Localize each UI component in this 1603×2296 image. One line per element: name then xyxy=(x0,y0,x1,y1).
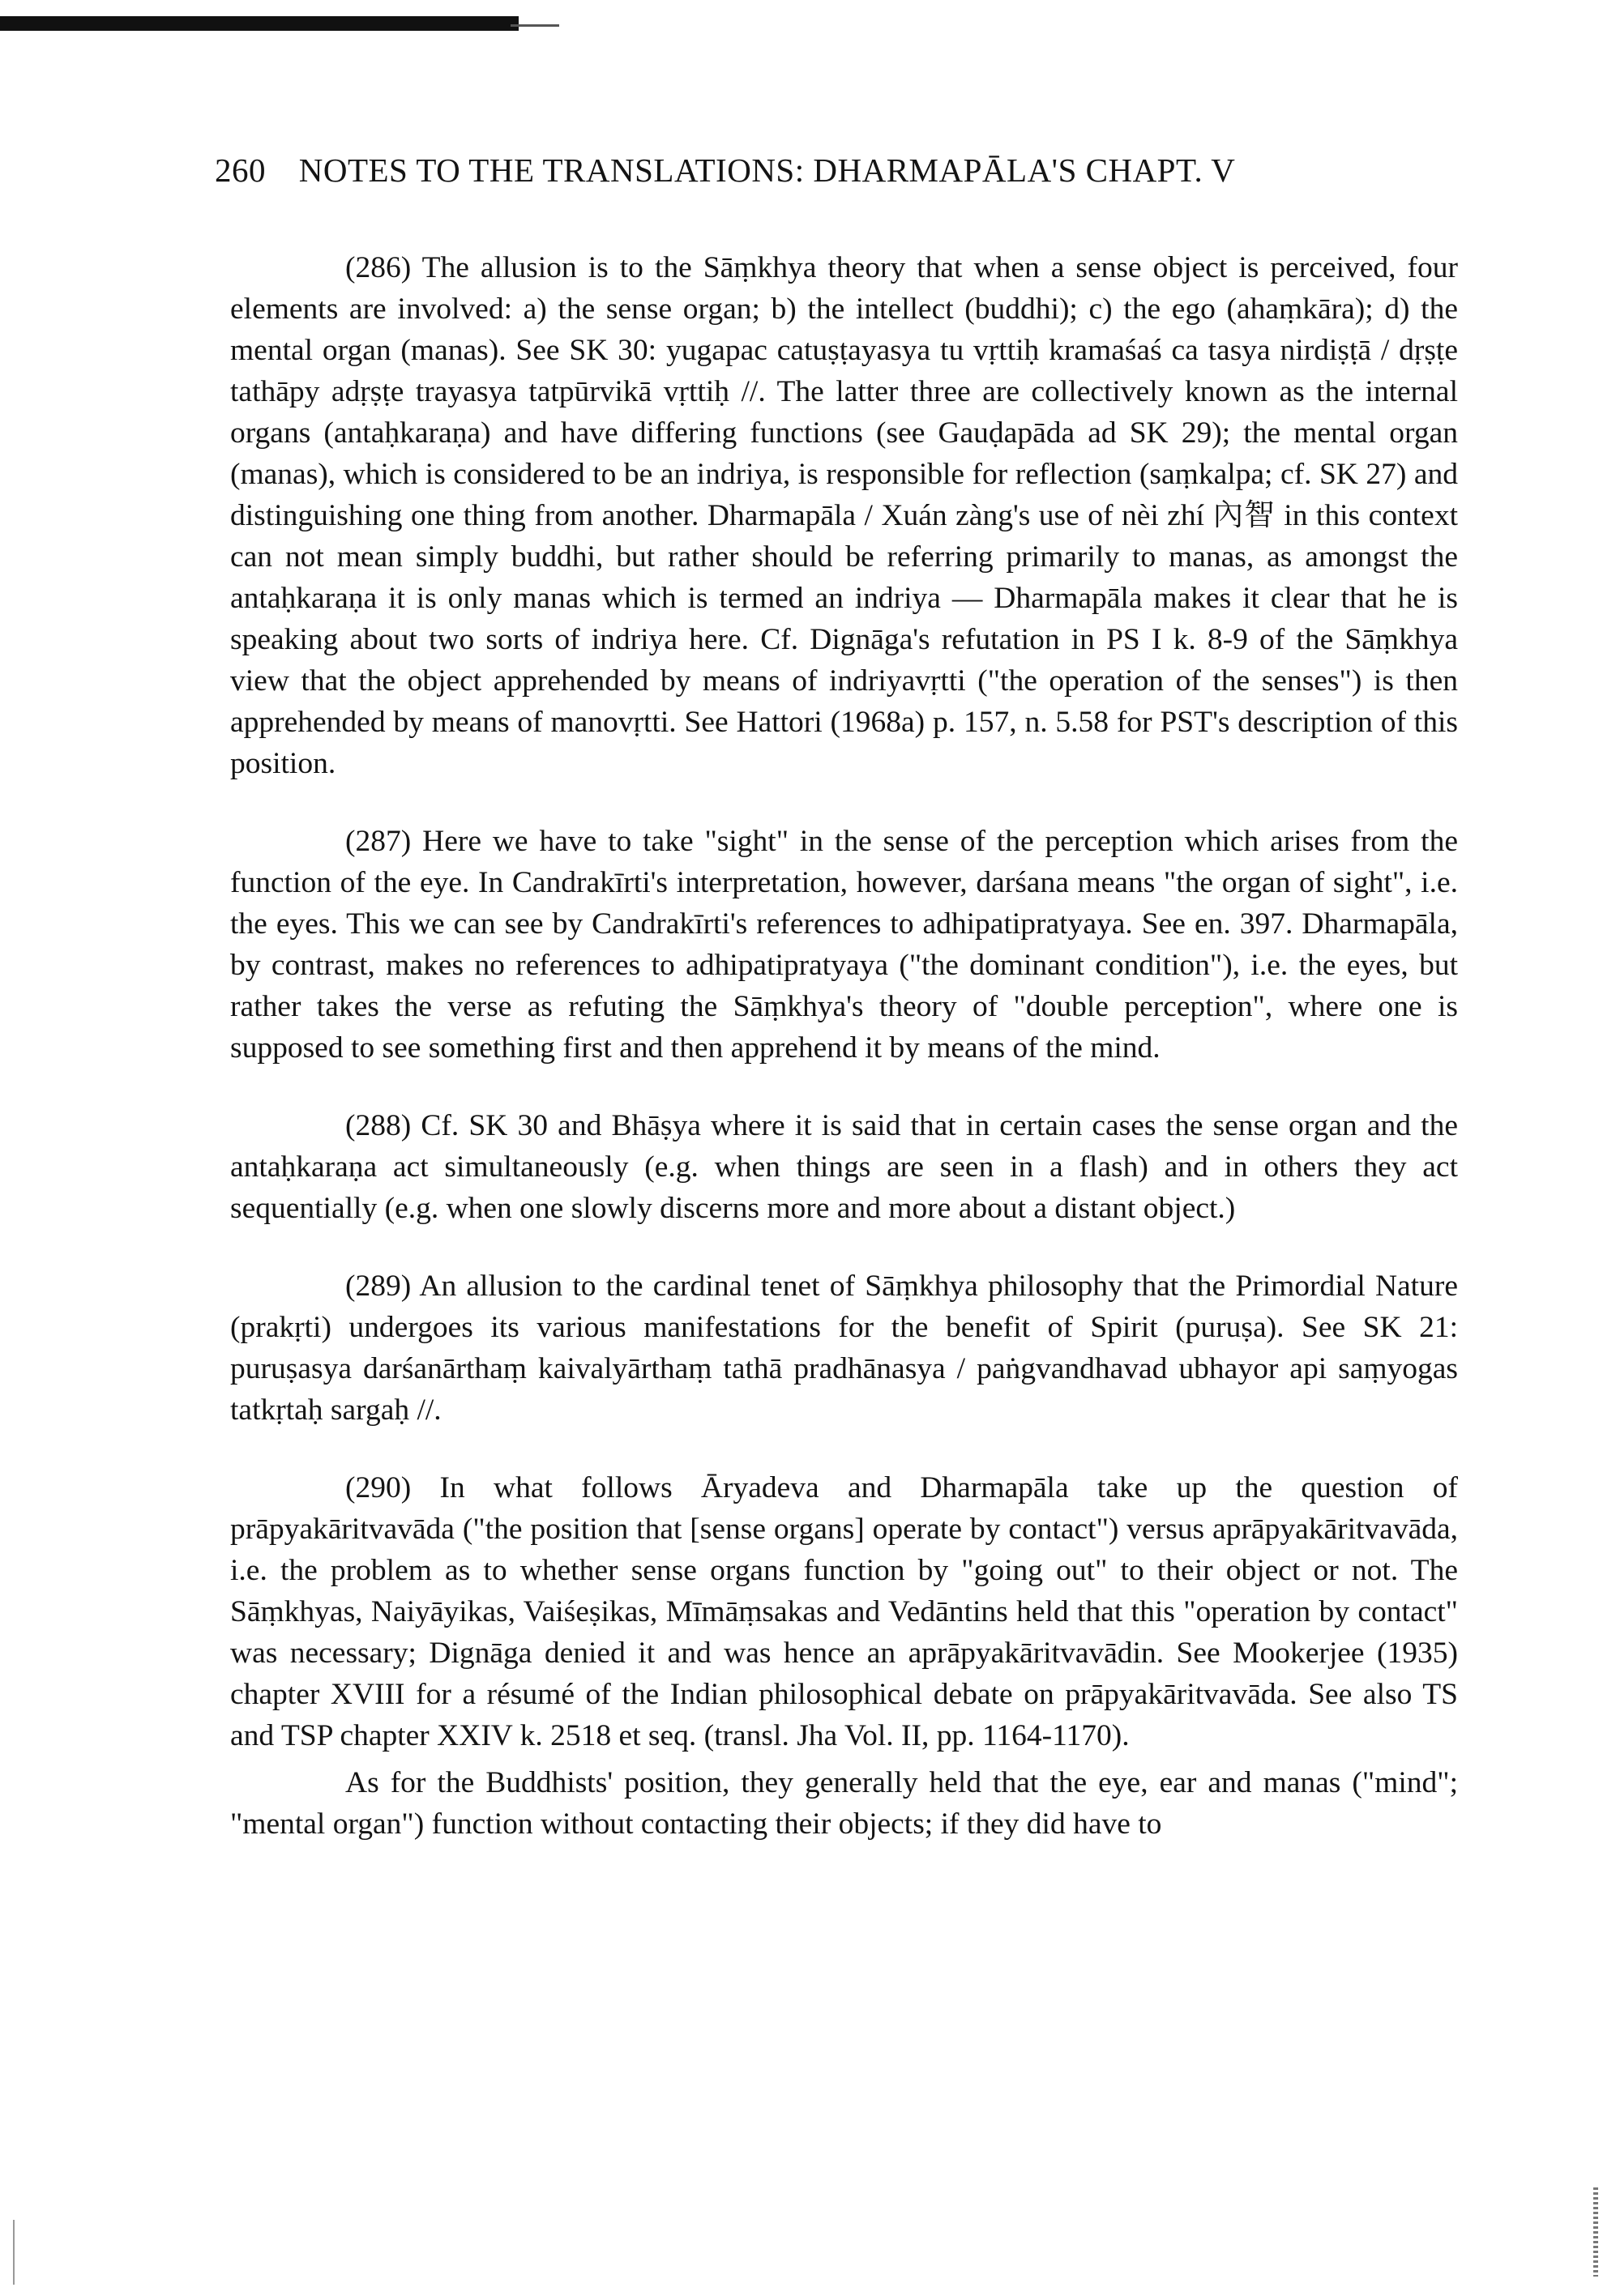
note-287 xyxy=(230,821,1458,1069)
note-286 xyxy=(230,247,1458,784)
note-289 xyxy=(230,1265,1458,1431)
note-number: (286) xyxy=(345,251,412,284)
note-number: (289) xyxy=(345,1270,412,1303)
scan-edge-mark xyxy=(0,16,519,31)
note-number: (288) xyxy=(345,1109,412,1142)
note-290-continuation: As for the Buddhists' position, they generally held that the eye, ear and manas ("mind"; "mental organ") function without contacting their objects; if they did have to xyxy=(230,1766,1458,1841)
note-288 xyxy=(230,1105,1458,1229)
note-290 xyxy=(230,1467,1458,1756)
running-header xyxy=(215,151,1235,190)
note-text: Cf. SK 30 and Bhāṣya where it is said that in certain cases the sense organ and the antaḥkaraṇa act simultaneously (e.g. when things are seen in a flash) and in others they act sequentially (e.g. when one slowly discerns more and more about a distant object.) xyxy=(230,1109,1458,1225)
note-text: In what follows Āryadeva and Dharmapāla take up the question of prāpyakāritvavāda ("the position that [sense organs] operate by contact") versus aprāpyakāritvavāda, i.e. the problem as to whether sense organs function by "going out" to their object or not. The Sāṃkhyas, Naiyāyikas, Vaiśeṣikas, Mīmāṃsakas and Vedāntins held that this "operation by contact" was necessary; Dignāga denied it and was hence an aprāpyakāritvavādin. See Mookerjee (1935) chapter XVIII for a résumé of the Indian philosophical debate on prāpyakāritvavāda. See also TS and TSP chapter XXIV k. 2518 et seq. (transl. Jha Vol. II, pp. 1164-1170). xyxy=(230,1471,1458,1752)
note-number: (287) xyxy=(345,825,412,858)
note-text: The allusion is to the Sāṃkhya theory that when a sense object is perceived, four elements are involved: a) the sense organ; b) the intellect (buddhi); c) the ego (ahaṃkāra); d) the mental organ (manas). See SK 30: yugapac catuṣṭayasya tu vṛttiḥ kramaśaś ca tasya nirdiṣṭā / dṛṣṭe tathāpy adṛṣṭe trayasya tatpūrvikā vṛttiḥ //. The latter three are collectively known as the internal organs (antaḥkaraṇa) and have differing functions (see Gauḍapāda ad SK 29); the mental organ (manas), which is considered to be an indriya, is responsible for reflection (saṃkalpa; cf. SK 27) and distinguishing one thing from another. Dharmapāla / Xuán zàng's use of nèi zhí 內智 in this context can not mean simply buddhi, but rather should be referring primarily to manas, as amongst the antaḥkaraṇa it is only manas which is termed an indriya — Dharmapāla makes it clear that he is speaking about two sorts of indriya here. Cf. Dignāga's refutation in PS I k. 8-9 of the Sāṃkhya view that the object apprehended by means of indriyavṛtti ("the operation of the senses") is then apprehended by means of manovṛtti. See Hattori (1968a) p. 157, n. 5.58 for PST's description of this position. xyxy=(230,251,1458,780)
note-text: Here we have to take "sight" in the sense of the perception which arises from the function of the eye. In Candrakīrti's interpretation, however, darśana means "the organ of sight", i.e. the eyes. This we can see by Candrakīrti's references to adhipatipratyaya. See en. 397. Dharmapāla, by contrast, makes no references to adhipatipratyaya ("the dominant condition"), i.e. the eyes, but rather takes the verse as refuting the Sāṃkhya's theory of "double perception", where one is supposed to see something first and then apprehend it by means of the mind. xyxy=(230,825,1458,1065)
page-edge-line xyxy=(13,2220,15,2285)
scan-edge-line xyxy=(511,24,559,27)
page-number: 260 xyxy=(215,152,266,189)
running-title: NOTES TO THE TRANSLATIONS: DHARMAPĀLA'S CHAPT. V xyxy=(298,152,1236,189)
page-edge-shadow xyxy=(1593,2187,1598,2277)
note-text: An allusion to the cardinal tenet of Sāṃkhya philosophy that the Primordial Nature (prakṛti) undergoes its various manifestations for the benefit of Spirit (puruṣa). See SK 21: puruṣasya darśanārthaṃ kaivalyārthaṃ tathā pradhānasya / paṅgvandhavad ubhayor api saṃyogas tatkṛtaḥ sargaḥ //. xyxy=(230,1270,1458,1427)
note-number: (290) xyxy=(345,1471,412,1504)
notes-body xyxy=(230,247,1458,1845)
